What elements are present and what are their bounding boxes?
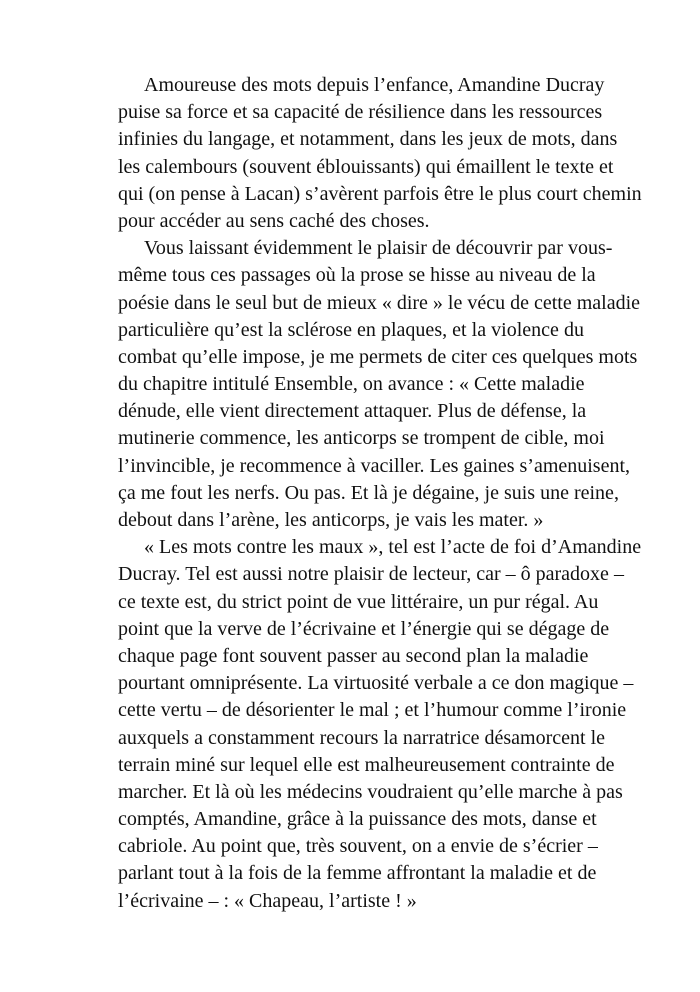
text-line: cette vertu – de désorienter le mal ; et l’humour comme l’ironie <box>118 699 627 722</box>
text-line: poésie dans le seul but de mieux « dire » le vécu de cette maladie <box>118 291 641 314</box>
paragraph-1 <box>118 72 642 235</box>
text-line: mutinerie commence, les anticorps se trompent de cible, moi <box>118 427 605 450</box>
text-line: chaque page font souvent passer au second plan la maladie <box>118 644 589 667</box>
text-line: ça me fout les nerfs. Ou pas. Et là je dégaine, je suis une reine, <box>118 481 619 504</box>
text-line: parlant tout à la fois de la femme affrontant la maladie et de <box>118 862 597 885</box>
text-line: qui (on pense à Lacan) s’avèrent parfois être le plus court chemin <box>118 182 642 205</box>
text-line: l’écrivaine – : « Chapeau, l’artiste ! » <box>118 889 417 912</box>
text-line: combat qu’elle impose, je me permets de citer ces quelques mots <box>118 345 638 368</box>
text-line: terrain miné sur lequel elle est malheureusement contrainte de <box>118 753 615 776</box>
text-line: point que la verve de l’écrivaine et l’énergie qui se dégage de <box>118 617 610 640</box>
text-line: cabriole. Au point que, très souvent, on a envie de s’écrier – <box>118 835 598 858</box>
text-line: dénude, elle vient directement attaquer. Plus de défense, la <box>118 400 587 423</box>
text-line: « Les mots contre les maux », tel est l’acte de foi d’Amandine <box>144 536 642 559</box>
text-line: Ducray. Tel est aussi notre plaisir de lecteur, car – ô paradoxe – <box>118 563 624 586</box>
text-line: les calembours (souvent éblouissants) qui émaillent le texte et <box>118 155 614 178</box>
body-text <box>118 72 642 915</box>
text-line: auxquels a constamment recours la narratrice désamorcent le <box>118 726 606 749</box>
text-line: particulière qu’est la sclérose en plaques, et la violence du <box>118 318 584 341</box>
text-line: l’invincible, je recommence à vaciller. Les gaines s’amenuisent, <box>118 454 631 477</box>
text-line: même tous ces passages où la prose se hisse au niveau de la <box>118 264 596 287</box>
text-line: marcher. Et là où les médecins voudraient qu’elle marche à pas <box>118 780 623 803</box>
paragraph-2 <box>118 235 641 534</box>
text-line: Amoureuse des mots depuis l’enfance, Amandine Ducray <box>144 74 605 96</box>
text-line: du chapitre intitulé Ensemble, on avance : « Cette maladie <box>118 373 585 396</box>
text-line: puise sa force et sa capacité de résilience dans les ressources <box>118 101 603 124</box>
text-line: Vous laissant évidemment le plaisir de découvrir par vous- <box>144 237 613 260</box>
text-line: infinies du langage, et notamment, dans les jeux de mots, dans <box>118 128 618 151</box>
text-line: comptés, Amandine, grâce à la puissance des mots, danse et <box>118 808 597 831</box>
text-line: debout dans l’arène, les anticorps, je vais les mater. » <box>118 509 544 531</box>
text-line: pourtant omniprésente. La virtuosité verbale a ce don magique – <box>118 672 634 695</box>
paragraph-3 <box>118 534 642 915</box>
text-line: ce texte est, du strict point de vue littéraire, un pur régal. Au <box>118 590 599 613</box>
text-line: pour accéder au sens caché des choses. <box>118 209 430 232</box>
